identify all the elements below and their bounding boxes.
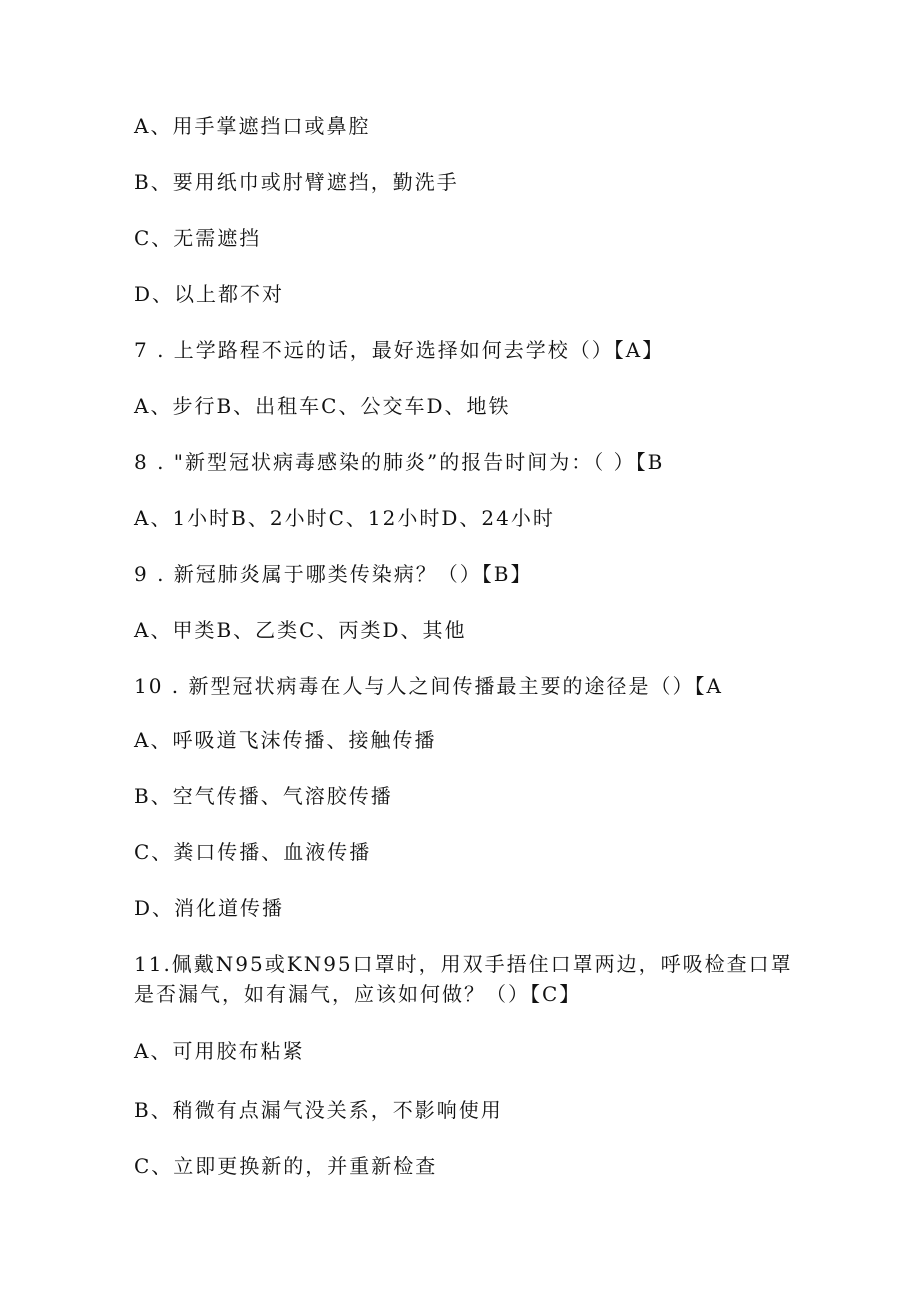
option-line: D、消化道传播 — [134, 896, 285, 920]
option-line: B、空气传播、气溶胶传播 — [134, 784, 393, 808]
option-line: A、可用胶布粘紧 — [134, 1039, 305, 1063]
option-line: A、1小时B、2小时C、12小时D、24小时 — [134, 506, 555, 530]
question-line: 9 . 新冠肺炎属于哪类传染病？（）【B】 — [134, 562, 533, 586]
option-line: D、以上都不对 — [134, 282, 285, 306]
question-line: 10 . 新型冠状病毒在人与人之间传播最主要的途径是（）【A — [134, 674, 723, 698]
option-line: A、呼吸道飞沫传播、接触传播 — [134, 728, 437, 752]
option-line: B、要用纸巾或肘臂遮挡，勤洗手 — [134, 170, 459, 194]
option-line: B、稍微有点漏气没关系，不影响使用 — [134, 1098, 503, 1122]
option-line: A、步行B、出租车C、公交车D、地铁 — [134, 394, 511, 418]
option-line: C、粪口传播、血液传播 — [134, 840, 372, 864]
question-line: 8 . "新型冠状病毒感染的肺炎”的报告时间为：（ ）【B — [134, 450, 665, 474]
question-line: 7 . 上学路程不远的话，最好选择如何去学校（）【A】 — [134, 338, 665, 362]
option-line: C、无需遮挡 — [134, 226, 262, 250]
option-line: A、用手掌遮挡口或鼻腔 — [134, 114, 371, 138]
question-line: 11.佩戴N95或KN95口罩时，用双手捂住口罩两边，呼吸检查口罩是否漏气，如有漏气，应该如何做？（）【C】 — [134, 952, 793, 1006]
option-line: A、甲类B、乙类C、丙类D、其他 — [134, 618, 467, 642]
option-line: C、立即更换新的，并重新检查 — [134, 1154, 438, 1178]
